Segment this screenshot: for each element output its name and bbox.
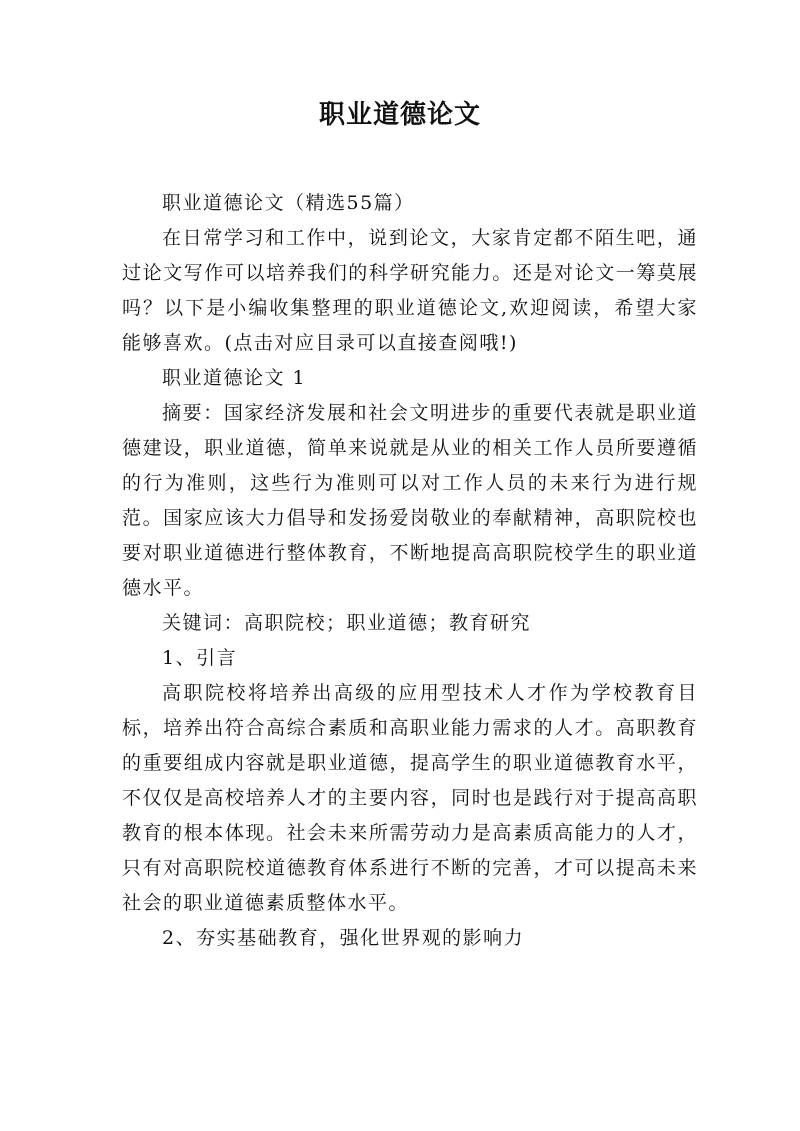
document-body: [122, 186, 698, 956]
introduction-paragraph: 高职院校将培养出高级的应用型技术人才作为学校教育目标，培养出符合高综合素质和高职业能力需求的人才。高职教育的重要组成内容就是职业道德，提高学生的职业道德教育水平，不仅仅是高校培养人才的主要内容，同时也是践行对于提高高职教育的根本体现。社会未来所需劳动力是高素质高能力的人才，只有对高职院校道德教育体系进行不断的完善，才可以提高未来社会的职业道德素质整体水平。: [122, 682, 698, 914]
abstract-paragraph: 摘要：国家经济发展和社会文明进步的重要代表就是职业道德建设，职业道德，简单来说就是从业的相关工作人员所要遵循的行为准则，这些行为准则可以对工作人员的未来行为进行规范。国家应该大力倡导和发扬爱岗敬业的奉献精神，高职院校也要对职业道德进行整体教育，不断地提高高职院校学生的职业道德水平。: [122, 402, 698, 599]
subheading-introduction: 1、引言: [162, 647, 238, 669]
document-title: 职业道德论文: [318, 100, 481, 130]
section-heading-1: 职业道德论文 1: [162, 367, 307, 389]
subtitle-paragraph: 职业道德论文（精选55篇）: [162, 192, 415, 214]
subheading-section-2: 2、夯实基础教育，强化世界观的影响力: [162, 927, 525, 949]
keywords-paragraph: 关键词：高职院校；职业道德；教育研究: [162, 612, 532, 634]
intro-paragraph: 在日常学习和工作中，说到论文，大家肯定都不陌生吧，通过论文写作可以培养我们的科学研究能力。还是对论文一筹莫展吗？以下是小编收集整理的职业道德论文,欢迎阅读，希望大家能够喜欢。(点击对应目录可以直接查阅哦!): [122, 227, 698, 354]
